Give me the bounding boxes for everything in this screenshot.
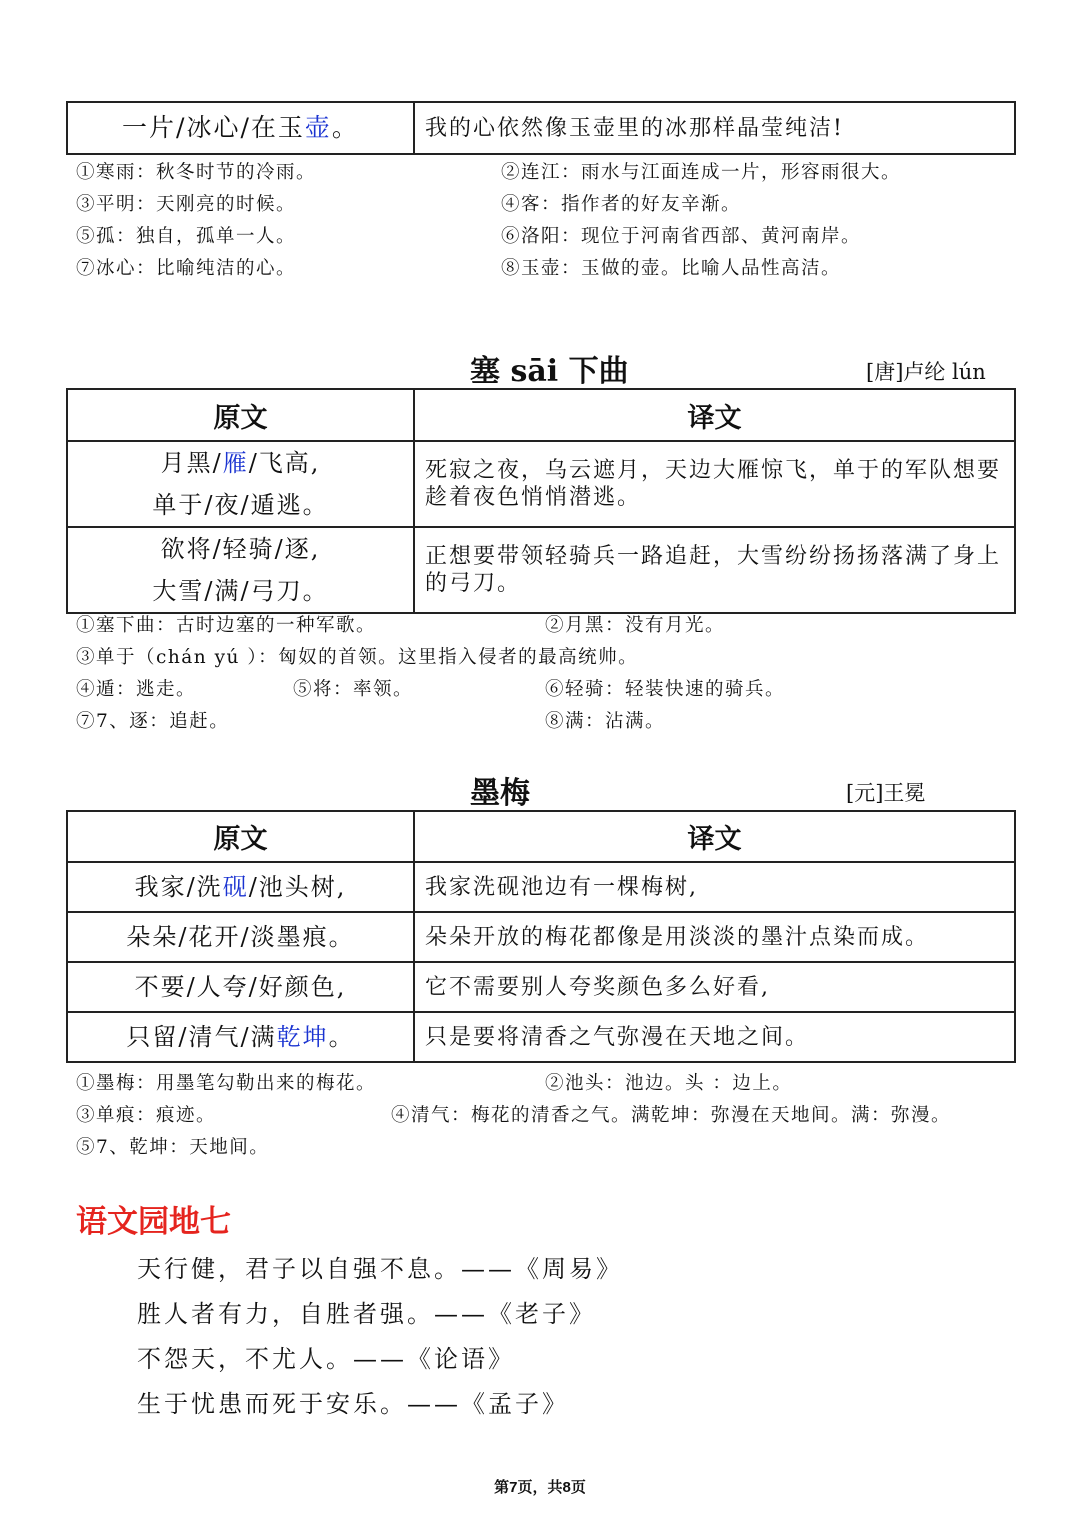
original-text: 一片/冰心/在玉 — [122, 113, 305, 142]
translation-cell: 死寂之夜，乌云遮月，天边大雁惊飞，单于的军队想要趁着夜色悄悄潜逃。 — [414, 441, 1015, 527]
page-number: 第7页，共8页 — [494, 1479, 586, 1496]
highlight-word: 雁 — [222, 449, 249, 477]
translation-cell: 我的心依然像玉壶里的冰那样晶莹纯洁! — [414, 102, 1015, 154]
note: ⑦7、逐：追赶。 — [76, 711, 230, 732]
translation-cell: 只是要将清香之气弥漫在天地之间。 — [414, 1012, 1015, 1062]
original-text: /飞高, — [248, 449, 321, 477]
original-line — [67, 962, 414, 1012]
note: ⑤将：率领。 — [293, 679, 414, 700]
original-text: 不要/人夸/好颜色, — [134, 973, 347, 1001]
table-row — [67, 962, 1015, 1012]
note: ②连江：雨水与江面连成一片，形容雨很大。 — [501, 162, 902, 183]
poem-author: [唐]卢纶 lún — [866, 360, 986, 384]
table-row — [67, 912, 1015, 962]
original-line: 大雪/满/弓刀。 — [152, 577, 329, 605]
original-text: 只留/清气/满 — [126, 1023, 277, 1051]
section-heading: 语文园地七 — [76, 1204, 231, 1240]
note: ①塞下曲：古时边塞的一种军歌。 — [76, 615, 377, 636]
column-header-translation: 译文 — [414, 389, 1015, 441]
poem-author: [元]王冕 — [846, 781, 926, 805]
highlight-word: 壶 — [304, 113, 332, 142]
original-line — [67, 862, 414, 912]
original-text: 我家/洗 — [134, 873, 223, 901]
original-line: 欲将/轻骑/逐, — [160, 535, 321, 563]
column-header-original: 原文 — [67, 811, 414, 862]
poem1-table — [66, 388, 1016, 614]
translation-cell: 我家洗砚池边有一棵梅树, — [414, 862, 1015, 912]
original-text: 。 — [331, 113, 359, 142]
table-row — [67, 441, 1015, 527]
note: ⑧满：沾满。 — [545, 711, 666, 732]
table-row — [67, 862, 1015, 912]
note: ②池头：池边。头 ：边上。 — [545, 1073, 793, 1094]
note: ①墨梅：用墨笔勾勒出来的梅花。 — [76, 1073, 377, 1094]
original-line — [67, 912, 414, 962]
table-row — [67, 1012, 1015, 1062]
column-header-translation: 译文 — [414, 811, 1015, 862]
original-text: 。 — [328, 1023, 355, 1051]
note: ⑤7、乾坤：天地间。 — [76, 1137, 270, 1158]
highlight-word: 砚 — [222, 873, 249, 901]
quote-line: 生于忧患而死于安乐。——《孟子》 — [137, 1390, 569, 1418]
note: ⑥洛阳：现位于河南省西部、黄河南岸。 — [501, 226, 862, 247]
original-lines — [67, 441, 414, 527]
column-header-original: 原文 — [67, 389, 414, 441]
poem-title: 墨梅 — [470, 776, 530, 811]
quote-line: 不怨天，不尤人。——《论语》 — [137, 1345, 515, 1373]
note: ②月黑：没有月光。 — [545, 615, 726, 636]
note: ③单痕：痕迹。 — [76, 1105, 217, 1126]
original-line — [67, 102, 414, 154]
original-line: 单于/夜/遁逃。 — [152, 491, 329, 519]
translation-cell: 正想要带领轻骑兵一路追赶，大雪纷纷扬扬落满了身上的弓刀。 — [414, 527, 1015, 613]
table-header-row — [67, 389, 1015, 441]
original-line — [67, 1012, 414, 1062]
original-text: /池头树, — [248, 873, 347, 901]
top-poem-table — [66, 101, 1016, 155]
quote-line: 天行健，君子以自强不息。——《周易》 — [137, 1255, 623, 1283]
note: ⑥轻骑：轻装快速的骑兵。 — [545, 679, 786, 700]
note: ④客：指作者的好友辛渐。 — [501, 194, 742, 215]
translation-cell: 它不需要别人夸奖颜色多么好看, — [414, 962, 1015, 1012]
poem-title: 塞 sāi 下曲 — [470, 354, 629, 389]
highlight-word: 乾坤 — [276, 1023, 329, 1051]
note: ④清气：梅花的清香之气。满乾坤：弥漫在天地间。满：弥漫。 — [391, 1105, 952, 1126]
note: ⑦冰心：比喻纯洁的心。 — [76, 258, 297, 279]
note: ⑤孤：独自，孤单一人。 — [76, 226, 297, 247]
translation-cell: 朵朵开放的梅花都像是用淡淡的墨汁点染而成。 — [414, 912, 1015, 962]
poem2-table — [66, 810, 1016, 1063]
note: ①寒雨：秋冬时节的冷雨。 — [76, 162, 317, 183]
quote-line: 胜人者有力，自胜者强。——《老子》 — [137, 1300, 596, 1328]
table-header-row — [67, 811, 1015, 862]
table-row — [67, 527, 1015, 613]
note: ③单于（chán yú ）：匈奴的首领。这里指入侵者的最高统帅。 — [76, 647, 639, 668]
original-lines — [67, 527, 414, 613]
original-text: 月黑/ — [160, 449, 223, 477]
note: ④遁：逃走。 — [76, 679, 197, 700]
original-line — [68, 442, 413, 484]
note: ③平明：天刚亮的时候。 — [76, 194, 297, 215]
note: ⑧玉壶：玉做的壶。比喻人品性高洁。 — [501, 258, 842, 279]
table-row — [67, 102, 1015, 154]
original-text: 朵朵/花开/淡墨痕。 — [126, 923, 355, 951]
